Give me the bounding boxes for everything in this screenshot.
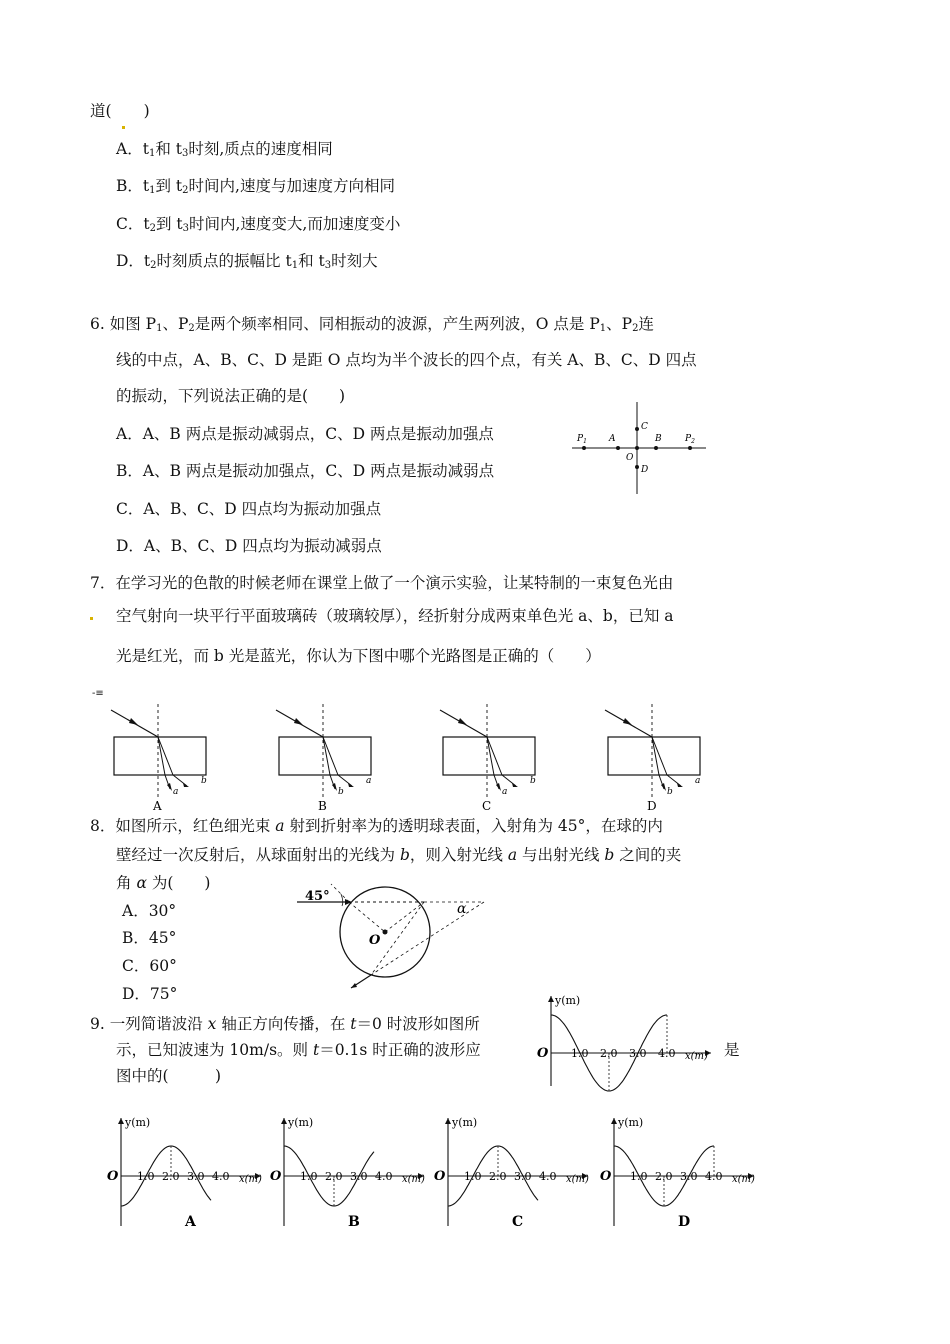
panel-label: D <box>647 799 657 813</box>
q7-figure-c <box>436 700 546 815</box>
q6-stem-line1: 6. 如图 $P_1$、$P_2$是两个频率相同、同相振动的波源，产生两列波，O 点是 $P_1$、$P_2$连 <box>90 315 654 334</box>
y-axis-arrow <box>445 1118 451 1124</box>
arrow-head <box>129 718 138 725</box>
ray-label-second: a <box>695 776 701 786</box>
arrow-head <box>332 783 337 791</box>
label-p1: $P_1$ <box>577 434 587 445</box>
tick-label: 2.0 <box>655 1170 673 1183</box>
q6-stem-line2: 线的中点，A、B、C、D 是距 O 点均为半个波长的四个点，有关 A、B、C、D 四点 <box>116 351 697 369</box>
tick-label: 1.0 <box>571 1047 589 1060</box>
q6-stem-line3: 的振动，下列说法正确的是( ) <box>116 387 346 405</box>
q8-stem-line3: 角 α 为( ) <box>116 874 211 892</box>
ray-label-first: a <box>502 787 508 797</box>
x-axis-label: x(m) <box>566 1174 589 1185</box>
label-b: B <box>655 434 662 444</box>
tick-label: 2.0 <box>489 1170 507 1183</box>
q6-option-b[interactable]: B．A、B 两点是振动加强点，C、D 两点是振动减弱点 <box>116 462 495 480</box>
q7-stem-line1: 7．在学习光的色散的时候老师在课堂上做了一个演示实验，让某特制的一束复色光由 <box>90 574 674 592</box>
q6-option-a[interactable]: A．A、B 两点是振动减弱点，C、D 两点是振动加强点 <box>116 425 494 443</box>
q8-option-b[interactable]: B．45° <box>122 929 177 947</box>
x-axis-label: x(m) <box>239 1174 262 1185</box>
origin-label: O <box>537 1046 549 1061</box>
option-label: B <box>348 1214 360 1230</box>
origin-label: O <box>600 1169 612 1184</box>
q5-tail: 道( ) <box>90 101 150 121</box>
tick-label: 3.0 <box>629 1047 647 1060</box>
tick-label: 3.0 <box>680 1170 698 1183</box>
tick-label: 4.0 <box>658 1047 676 1060</box>
option-label: D <box>678 1214 691 1230</box>
y-axis-label: y(m) <box>555 994 581 1007</box>
label-o: O <box>626 453 634 463</box>
dot-mark <box>90 617 93 620</box>
q8-option-d[interactable]: D．75° <box>122 985 178 1003</box>
q5-option-c[interactable]: C．$t_2$到 $t_3$时间内,速度变大,而加速度变小 <box>116 215 401 234</box>
ray-label-second: a <box>366 776 372 786</box>
q7-figure-b <box>272 700 382 815</box>
y-axis-arrow <box>611 1118 617 1124</box>
x-axis-label: x(m) <box>732 1174 755 1185</box>
y-axis-arrow <box>118 1118 124 1124</box>
q7-mark: -≡ <box>92 688 104 699</box>
tick-label: 4.0 <box>539 1170 557 1183</box>
q7-figure-a <box>107 700 217 815</box>
q8-stem-line1: 8．如图所示，红色细光束 a 射到折射率为的透明球表面，入射角为 45°，在球的内 <box>90 817 663 835</box>
q9-option-d-graph <box>598 1112 758 1230</box>
label-p2: $P_2$ <box>685 434 695 445</box>
y-axis-label: y(m) <box>618 1116 644 1129</box>
q6-option-c[interactable]: C．A、B、C、D 四点均为振动加强点 <box>116 500 382 518</box>
arrow-head <box>167 783 172 791</box>
q5-option-b[interactable]: B．$t_1$到 $t_2$时间内,速度与加速度方向相同 <box>116 177 395 196</box>
q9-option-a-graph <box>105 1112 265 1230</box>
y-axis-arrow <box>548 996 554 1002</box>
option-label: C <box>512 1214 524 1230</box>
tick-label: 1.0 <box>464 1170 482 1183</box>
arrow-head <box>294 718 303 725</box>
angle-label: 45° <box>305 889 330 904</box>
arrow-head <box>661 783 666 791</box>
tick-label: 4.0 <box>212 1170 230 1183</box>
tick-label: 4.0 <box>705 1170 723 1183</box>
q9-option-b-graph <box>268 1112 428 1230</box>
q9-stem-line3: 图中的( ) <box>116 1067 222 1085</box>
q7-figure-d <box>601 700 711 815</box>
tick-label: 3.0 <box>187 1170 205 1183</box>
y-axis-label: y(m) <box>452 1116 478 1129</box>
q7-stem-line3: 光是红光，而 b 光是蓝光，你认为下图中哪个光路图是正确的（ ） <box>116 647 601 665</box>
origin-label: O <box>434 1169 446 1184</box>
arrow-head <box>496 783 501 791</box>
y-axis-label: y(m) <box>125 1116 151 1129</box>
label-c: C <box>641 422 648 432</box>
tick-label: 2.0 <box>600 1047 618 1060</box>
q7-stem-line2: 空气射向一块平行平面玻璃砖（玻璃较厚），经折射分成两束单色光 a、b，已知 a <box>116 607 674 625</box>
tick-label: 3.0 <box>514 1170 532 1183</box>
ray-label-second: b <box>201 776 207 786</box>
option-label: A <box>185 1214 196 1230</box>
ray-label-second: b <box>530 776 536 786</box>
tick-label: 1.0 <box>630 1170 648 1183</box>
ray-label-first: b <box>338 787 344 797</box>
q9-right-word: 是 <box>724 1041 740 1059</box>
alpha-label: α <box>457 901 467 917</box>
dot-mark <box>122 126 125 129</box>
tick-label: 2.0 <box>325 1170 343 1183</box>
y-axis-label: y(m) <box>288 1116 314 1129</box>
center-label: O <box>369 933 381 948</box>
x-axis-label: x(m) <box>402 1174 425 1185</box>
q9-main-wave-graph <box>535 990 715 1090</box>
q9-stem-line1: 9. 一列简谐波沿 x 轴正方向传播，在 t＝0 时波形如图所 <box>90 1015 480 1033</box>
arrow-head <box>458 718 467 725</box>
q6-figure <box>570 400 710 496</box>
q8-option-a[interactable]: A．30° <box>122 902 177 920</box>
label-a: A <box>609 434 616 444</box>
tick-label: 3.0 <box>350 1170 368 1183</box>
panel-label: C <box>482 799 492 813</box>
ray-label-first: a <box>173 787 179 797</box>
q5-option-a[interactable]: A．$t_1$和 $t_3$时刻,质点的速度相同 <box>116 140 333 159</box>
q8-stem-line2: 壁经过一次反射后，从球面射出的光线为 b，则入射光线 a 与出射光线 b 之间的夹 <box>116 846 682 864</box>
origin-label: O <box>107 1169 119 1184</box>
q6-option-d[interactable]: D．A、B、C、D 四点均为振动减弱点 <box>116 537 382 555</box>
tick-label: 4.0 <box>375 1170 393 1183</box>
q8-option-c[interactable]: C．60° <box>122 957 177 975</box>
panel-label: B <box>318 799 327 813</box>
q9-stem-line2: 示，已知波速为 10m/s。则 t＝0.1s 时正确的波形应 <box>116 1041 481 1059</box>
q9-option-c-graph <box>432 1112 592 1230</box>
tick-label: 2.0 <box>162 1170 180 1183</box>
ray-label-first: b <box>667 787 673 797</box>
label-d: D <box>641 465 649 475</box>
q5-option-d[interactable]: D．$t_2$时刻质点的振幅比 $t_1$和 $t_3$时刻大 <box>116 252 378 271</box>
tick-label: 1.0 <box>137 1170 155 1183</box>
panel-label: A <box>153 799 162 813</box>
y-axis-arrow <box>281 1118 287 1124</box>
origin-label: O <box>270 1169 282 1184</box>
tick-label: 1.0 <box>300 1170 318 1183</box>
q8-sphere-figure <box>295 880 495 990</box>
arrow-head <box>623 718 632 725</box>
x-axis-label: x(m) <box>685 1051 708 1062</box>
